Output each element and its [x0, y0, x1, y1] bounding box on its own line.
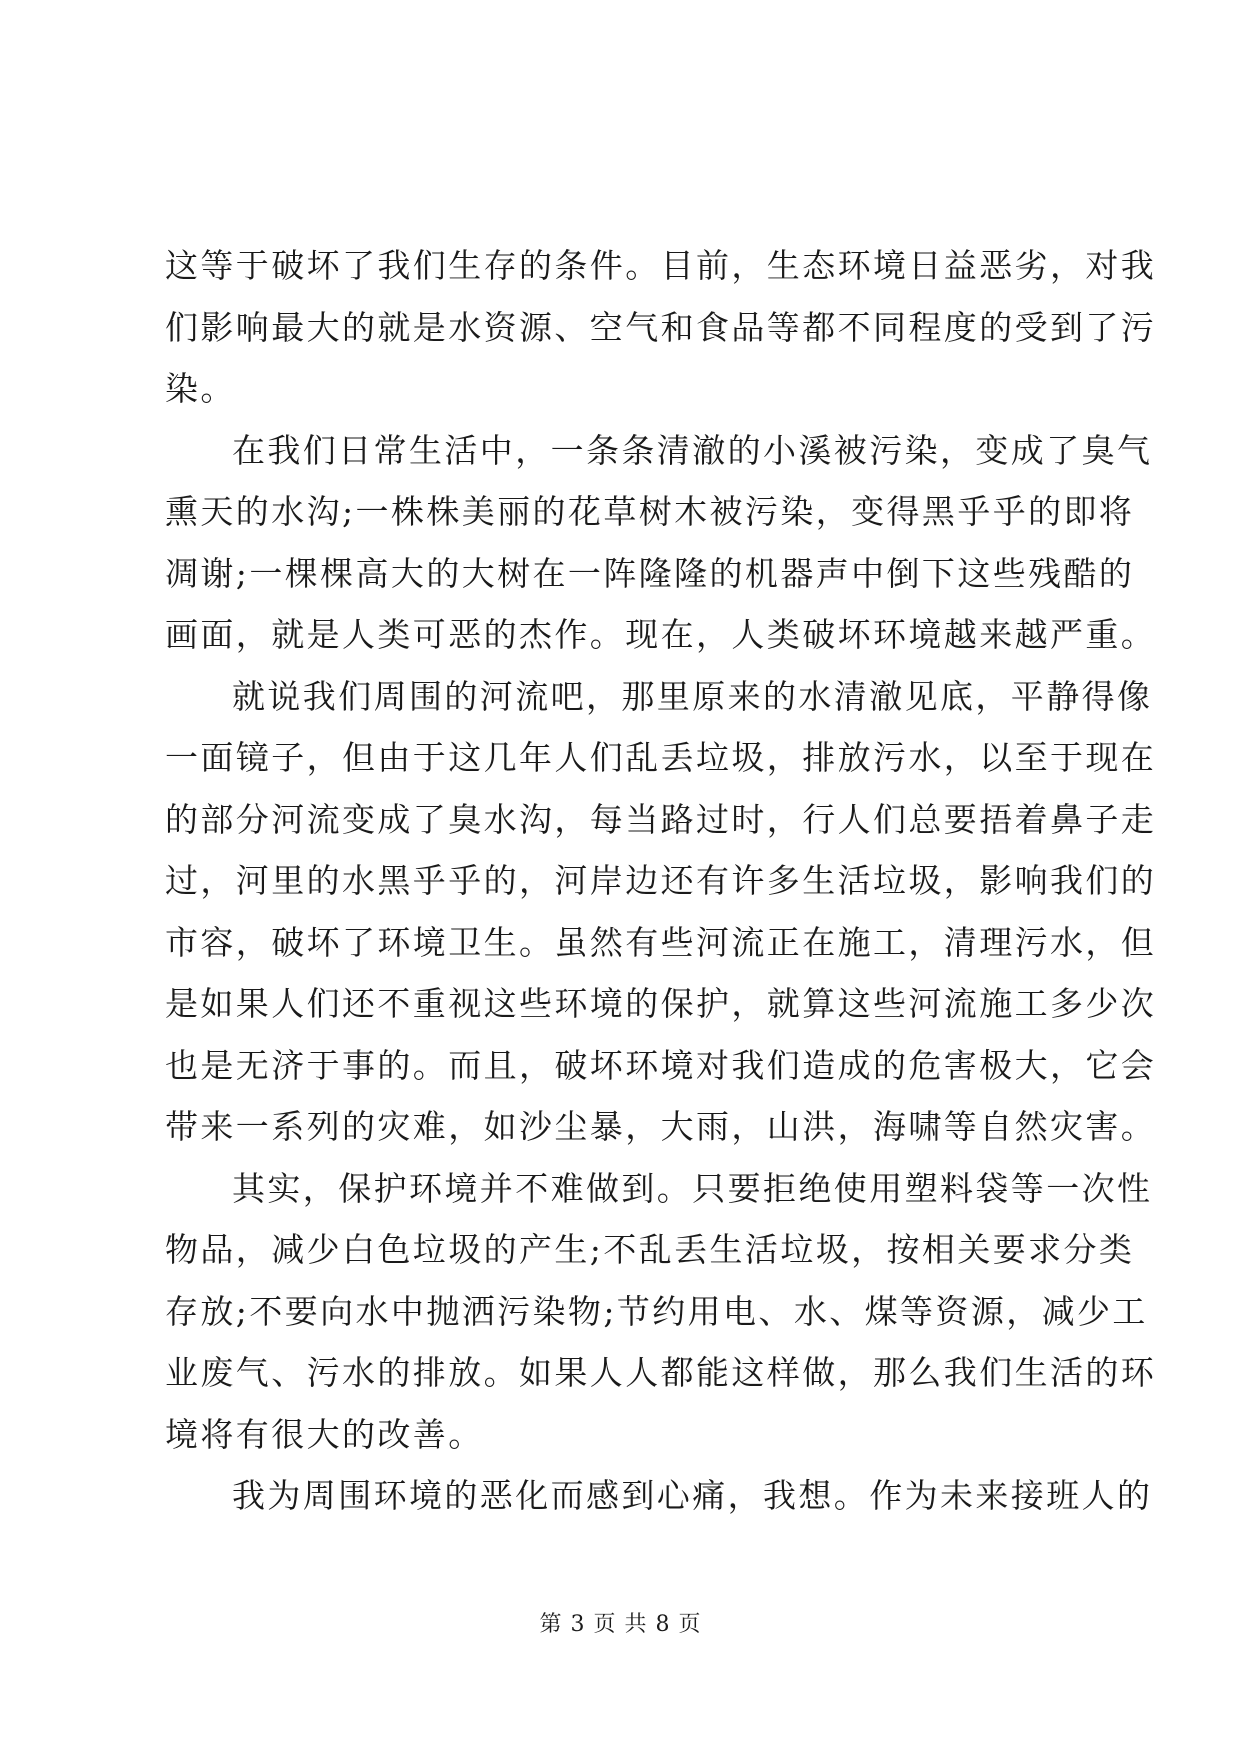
text-line: 在我们日常生活中，一条条清澈的小溪被污染，变成了臭气: [232, 430, 1153, 470]
text-line: 凋谢;一棵棵高大的大树在一阵隆隆的机器声中倒下这些残酷的: [165, 553, 1135, 593]
text-line: 的部分河流变成了臭水沟，每当路过时，行人们总要捂着鼻子走: [165, 799, 1157, 839]
text-line: 熏天的水沟;一株株美丽的花草树木被污染，变得黑乎乎的即将: [165, 492, 1135, 531]
text-line: 染。: [165, 369, 236, 408]
text-line: 这等于破坏了我们生存的条件。目前，生态环境日益恶劣，对我: [165, 246, 1157, 285]
text-line: 画面，就是人类可恶的杰作。现在，人类破坏环境越来越严重。: [165, 615, 1157, 654]
text-line: 我为周围环境的恶化而感到心痛，我想。作为未来接班人的: [232, 1476, 1153, 1515]
text-line: 市容，破坏了环境卫生。虽然有些河流正在施工，清理污水，但: [165, 922, 1157, 962]
body-text: [165, 235, 1157, 1527]
text-line: 过，河里的水黑乎乎的，河岸边还有许多生活垃圾，影响我们的: [165, 861, 1157, 900]
text-line: 境将有很大的改善。: [165, 1414, 484, 1454]
text-line: 也是无济于事的。而且，破坏环境对我们造成的危害极大，它会: [165, 1045, 1157, 1085]
page-footer: 第 3 页 共 8 页: [539, 1612, 702, 1637]
text-line: 就说我们周围的河流吧，那里原来的水清澈见底，平静得像: [232, 676, 1153, 716]
text-line: 们影响最大的就是水资源、空气和食品等都不同程度的受到了污: [165, 307, 1157, 347]
text-line: 是如果人们还不重视这些环境的保护，就算这些河流施工多少次: [165, 984, 1157, 1023]
text-line: 物品，减少白色垃圾的产生;不乱丢生活垃圾，按相关要求分类: [165, 1230, 1135, 1269]
text-line: 业废气、污水的排放。如果人人都能这样做，那么我们生活的环: [165, 1353, 1157, 1392]
text-line: 存放;不要向水中抛洒污染物;节约用电、水、煤等资源，减少工: [165, 1291, 1148, 1331]
text-line: 一面镜子，但由于这几年人们乱丢垃圾，排放污水，以至于现在: [165, 738, 1157, 777]
text-line: 带来一系列的灾难，如沙尘暴，大雨，山洪，海啸等自然灾害。: [165, 1107, 1157, 1146]
text-line: 其实，保护环境并不难做到。只要拒绝使用塑料袋等一次性: [232, 1168, 1153, 1208]
